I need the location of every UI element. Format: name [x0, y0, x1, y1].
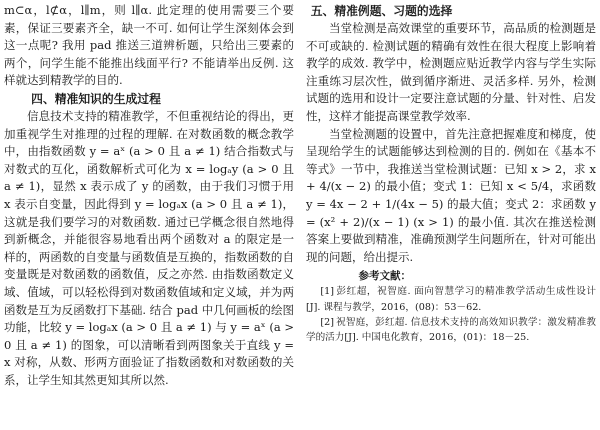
- section-five-paragraph-1: 当堂检测是高效课堂的重要环节，高品质的检测题是不可或缺的. 检测试题的精确有效性在很大程度上影响着教学的成效. 教学中，检测题应贴近教学内容与学生实际注重练习层次性，做到循序渐进、灵活多样. 另外，检测试题的选用和设计一定要注意试题的分量、针对性、启发性，这样才能提高课堂教学效率.: [306, 21, 596, 123]
- reference-item: [306, 284, 596, 314]
- reference-text: 祝智庭，彭红超. 信息技术支持的高效知识教学：激发精准教学的活力[J]. 中国电化教育，2016，(01)：18－25.: [306, 316, 596, 343]
- section-five-heading: 五、精准例题、习题的选择: [310, 4, 453, 18]
- section-four-heading: 四、精准知识的生成过程: [31, 91, 161, 106]
- reference-item: [306, 315, 596, 345]
- reference-number: [2]: [320, 316, 334, 328]
- references-title: 参考文献：: [358, 270, 411, 283]
- reference-number: [1]: [320, 286, 334, 298]
- reference-text: 彭红超，祝智庭. 面向智慧学习的精准教学活动生成性设计[J]. 课程与教学，2016，(08)：53－62.: [306, 286, 596, 313]
- intro-paragraph: m⊂α，l⊄α，l∥m，则 l∥α. 此定理的使用需要三个要素，保证三要素齐全，缺一不可. 如何让学生深刻体会到这一点呢? 我用 pad 推送三道辨析题，只给出三要素的两个，问学生能不能推出线面平行? 不能请举出反例. 这样就达到精教学的目的.: [4, 3, 294, 88]
- right-column: [306, 2, 596, 345]
- left-column: [4, 2, 294, 389]
- section-five-paragraph-2: 当堂检测题的设置中，首先注意把握难度和梯度，使呈现给学生的试题能够达到检测的目的. 例如在《基本不等式》一节中，我推送当堂检测试题：已知 x > 2，求 x + 4/(x − 2) 的最小值；变式 1：已知 x < 5/4，求函数 y = 4x − 2 + 1/(4x − 5) 的最大值；变式 2：求函数 y = (x² + 2)/(x − 1) (x > 1) 的最小值. 其次在推送检测答案上要做到精准，准确预测学生问题所在，针对可能出现的问题，给出提示.: [306, 126, 596, 264]
- section-four-paragraph: 信息技术支持的精准教学，不但重视结论的得出，更加重视学生对推理的过程的理解. 在对数函数的概念教学中，由指数函数 y = aˣ (a > 0 且 a ≠ 1) 结合指数式与对数式的互化，函数解析式可化为 x = logₐy (a > 0 且 a ≠ 1)，显然 x 表示成了 y 的函数，由于我们习惯于用 x 表示自变量，因此得到 y = logₐx (a > 0 且 a ≠ 1)，这就是我们要学习的对数函数. 通过已学概念很自然地得到新概念，并能很容易地看出两个函数对 a 的限定是一样的，两函数的自变量与函数值是互换的，指数函数的自变量既是对数函数的函数值，反之亦然. 由指数函数定义域、值域，可以轻松得到对数函数值域和定义域，并为两函数是互为反函数打下基础. 结合 pad 中几何画板的绘图功能，比较 y = logₐx (a > 0 且 a ≠ 1) 与 y = aˣ (a > 0 且 a ≠ 1) 的图象，可以清晰看到两图象关于直线 y = x 对称，从数、形两方面验证了指数函数和对数函数的关系，让学生知其然更知其所以然.: [4, 108, 294, 387]
